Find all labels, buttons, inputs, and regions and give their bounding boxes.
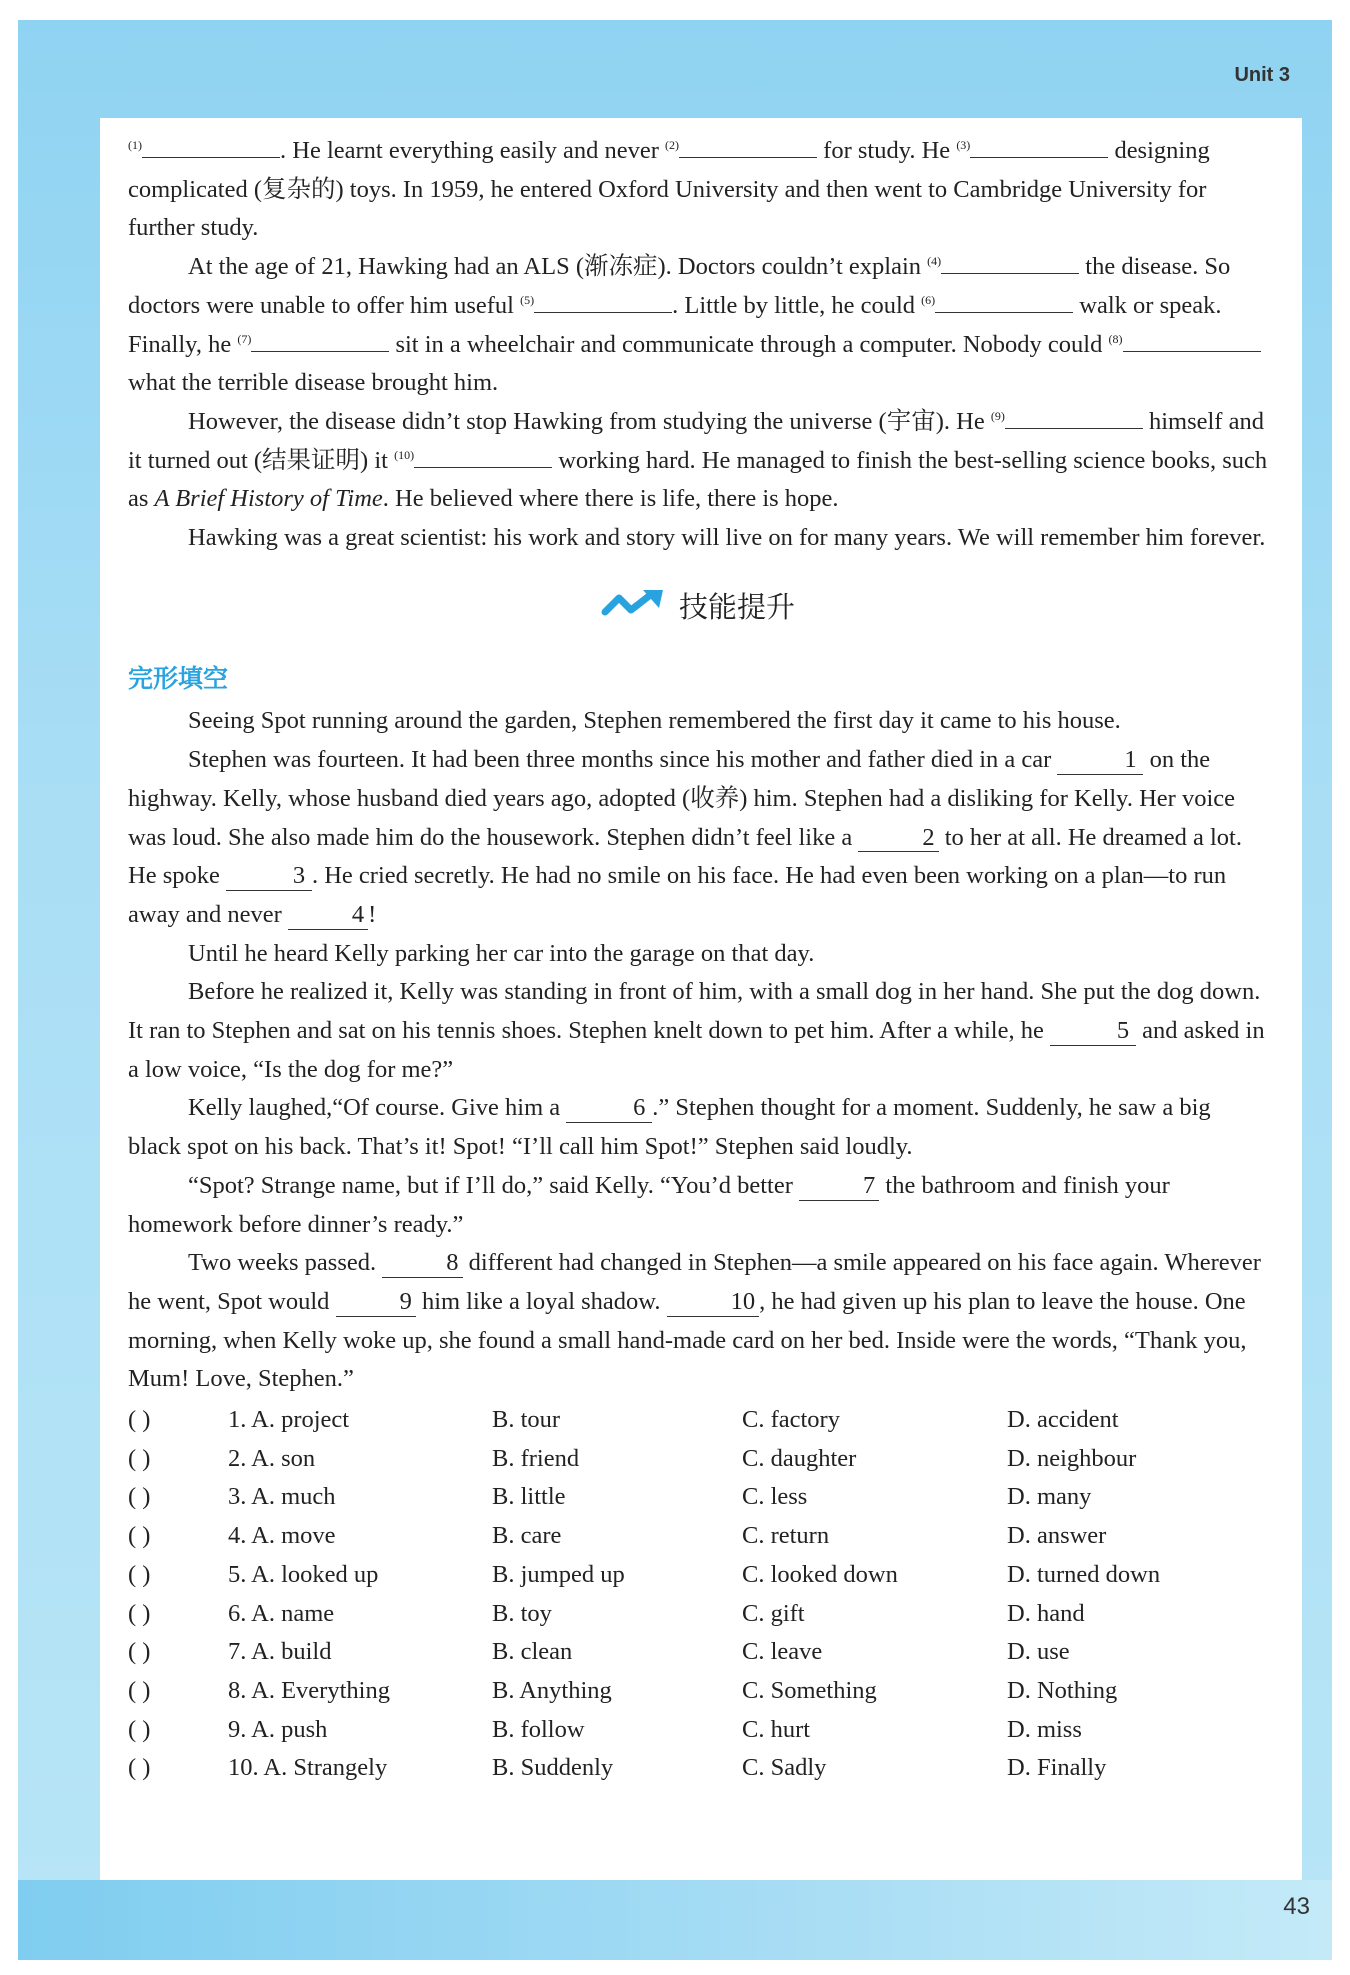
blank-marker: (1)	[128, 137, 142, 152]
answer-slot[interactable]: ( )	[128, 1522, 151, 1550]
fill-blank[interactable]	[679, 133, 817, 159]
cloze-paragraph-4: Before he realized it, Kelly was standing in front of him, with a small dog in her hand. She put the dog down. It ran to Stephen and sat on his tennis shoes. Stephen knelt down to pet him. After a while, he 5 and asked in a low voice, “Is the dog for me?”	[128, 978, 1265, 1083]
fill-blank[interactable]	[1005, 403, 1143, 429]
fill-blank[interactable]	[142, 133, 280, 159]
option-row: ( ) 10. A. Strangely B. Suddenly C. Sadly D. Finally	[128, 1749, 1268, 1788]
option-row: ( ) 9. A. push B. follow C. hurt D. miss	[128, 1711, 1268, 1750]
cloze-paragraph-1: Seeing Spot running around the garden, Stephen remembered the first day it came to his house.	[188, 707, 1121, 735]
answer-slot[interactable]: ( )	[128, 1754, 151, 1782]
fill-blank[interactable]	[935, 287, 1073, 313]
option-row: ( ) 4. A. move B. care C. return D. answer	[128, 1517, 1268, 1556]
fill-blank[interactable]	[941, 249, 1079, 275]
option-row: ( ) 5. A. looked up B. jumped up C. looked down D. turned down	[128, 1556, 1268, 1595]
cloze-blank[interactable]: 8	[382, 1250, 462, 1278]
cloze-paragraph-7: Two weeks passed. 8 different had changed in Stephen—a smile appeared on his face again. Wherever he went, Spot would 9 him like a loyal shadow. 10 , he had given up his plan to leave the house. One morning, when Kelly woke up, she found a small hand-made card on her bed. Inside were the words, “Thank you, Mum! Love, Stephen.”	[128, 1249, 1261, 1393]
blank-marker: (2)	[665, 137, 680, 152]
cloze-blank[interactable]: 6	[566, 1095, 652, 1123]
fill-blank[interactable]	[251, 326, 389, 352]
answer-slot[interactable]: ( )	[128, 1560, 151, 1588]
fill-blank[interactable]	[534, 287, 672, 313]
cloze-blank[interactable]: 4	[288, 902, 368, 930]
blank-marker: (7)	[237, 331, 252, 346]
blank-marker: (8)	[1108, 331, 1123, 346]
cloze-paragraph-2: Stephen was fourteen. It had been three months since his mother and father died in a car 1 on the highway. Kelly, whose husband died years ago, adopted (收养) him. Stephen had a disliking for Kelly. Her voice was loud. She also made him do the housework. Stephen didn’t feel like a 2 to her at all. He dreamed a lot. He spoke 3 . He cried secretly. He had no smile on his face. He had even been working on a plan—to run away and never 4 !	[128, 746, 1242, 928]
cloze-blank[interactable]: 3	[226, 863, 312, 891]
blank-marker: (5)	[520, 292, 535, 307]
blank-marker: (4)	[927, 253, 942, 268]
passage-paragraph-1: $^{(1)}$ . He learnt everything easily and never $^{(2)}$ for study. He $^{(3)}$ designing complicated (复杂的) toys. In 1959, he entered Oxford University and then went to Cambridge University for further study.	[128, 132, 1268, 248]
answer-slot[interactable]: ( )	[128, 1676, 151, 1704]
cloze-blank[interactable]: 2	[858, 825, 938, 853]
answer-slot[interactable]: ( )	[128, 1599, 151, 1627]
cloze-blank[interactable]: 9	[336, 1289, 416, 1317]
option-row: ( ) 3. A. much B. little C. less D. many	[128, 1478, 1268, 1517]
trend-up-icon	[601, 588, 665, 628]
page-number: 43	[1283, 1893, 1310, 1920]
section-title: 技能提升	[678, 590, 795, 625]
option-row: ( ) 7. A. build B. clean C. leave D. use	[128, 1633, 1268, 1672]
blank-marker: (9)	[990, 408, 1005, 423]
option-row: ( ) 8. A. Everything B. Anything C. Something D. Nothing	[128, 1672, 1268, 1711]
answer-slot[interactable]: ( )	[128, 1715, 151, 1743]
exercise-title: 完形填空	[128, 663, 229, 693]
option-row: ( ) 1. A. project B. tour C. factory D. accident	[128, 1401, 1268, 1440]
answer-slot[interactable]: ( )	[128, 1444, 151, 1472]
fill-blank[interactable]	[414, 442, 552, 468]
answer-slot[interactable]: ( )	[128, 1638, 151, 1666]
unit-label: Unit 3	[1234, 64, 1290, 86]
cloze-paragraph-5: Kelly laughed,“Of course. Give him a 6 .” Stephen thought for a moment. Suddenly, he saw a big black spot on his back. That’s it! Spot! “I’ll call him Spot!” Stephen said loudly.	[128, 1094, 1211, 1161]
answer-slot[interactable]: ( )	[128, 1483, 151, 1511]
blank-marker: (10)	[394, 447, 415, 462]
page-content	[128, 132, 1268, 1788]
cloze-paragraph-3: Until he heard Kelly parking her car into the garage on that day.	[188, 939, 815, 967]
cloze-blank[interactable]: 1	[1057, 747, 1143, 775]
cloze-paragraph-6: “Spot? Strange name, but if I’ll do,” said Kelly. “You’d better 7 the bathroom and finish your homework before dinner’s ready.”	[128, 1171, 1170, 1238]
blank-marker: (3)	[956, 137, 971, 152]
blank-marker: (6)	[921, 292, 936, 307]
passage-paragraph-2: At the age of 21, Hawking had an ALS (渐冻症). Doctors couldn’t explain $^{(4)}$ the disease. So doctors were unable to offer him useful $^{(5)}$ . Little by little, he could $^{(6)}$ walk or speak. Finally, he $^{(7)}$ sit in a wheelchair and communicate through a computer. Nobody could $^{(8)}$ what the terrible disease brought him.	[128, 248, 1268, 403]
book-title: A Brief History of Time	[154, 485, 383, 513]
answer-slot[interactable]: ( )	[128, 1406, 151, 1434]
option-row: ( ) 6. A. name B. toy C. gift D. hand	[128, 1595, 1268, 1634]
cloze-blank[interactable]: 5	[1050, 1018, 1136, 1046]
page-footer-band	[18, 1880, 1332, 1960]
cloze-blank[interactable]: 7	[799, 1173, 879, 1201]
option-row: ( ) 2. A. son B. friend C. daughter D. neighbour	[128, 1440, 1268, 1479]
cloze-blank[interactable]: 10	[667, 1289, 760, 1317]
passage-paragraph-4: Hawking was a great scientist: his work and story will live on for many years. We will remember him forever.	[188, 524, 1266, 552]
section-heading	[128, 588, 1268, 638]
fill-blank[interactable]	[1123, 326, 1261, 352]
fill-blank[interactable]	[970, 133, 1108, 159]
passage-paragraph-3: However, the disease didn’t stop Hawking from studying the universe (宇宙). He $^{(9)}$ himself and it turned out (结果证明) it $^{(10)}$ working hard. He managed to finish the best-selling science books, such as A Brief History of Time. He believed where there is life, there is hope.	[128, 403, 1268, 519]
options-list	[128, 1401, 1268, 1788]
